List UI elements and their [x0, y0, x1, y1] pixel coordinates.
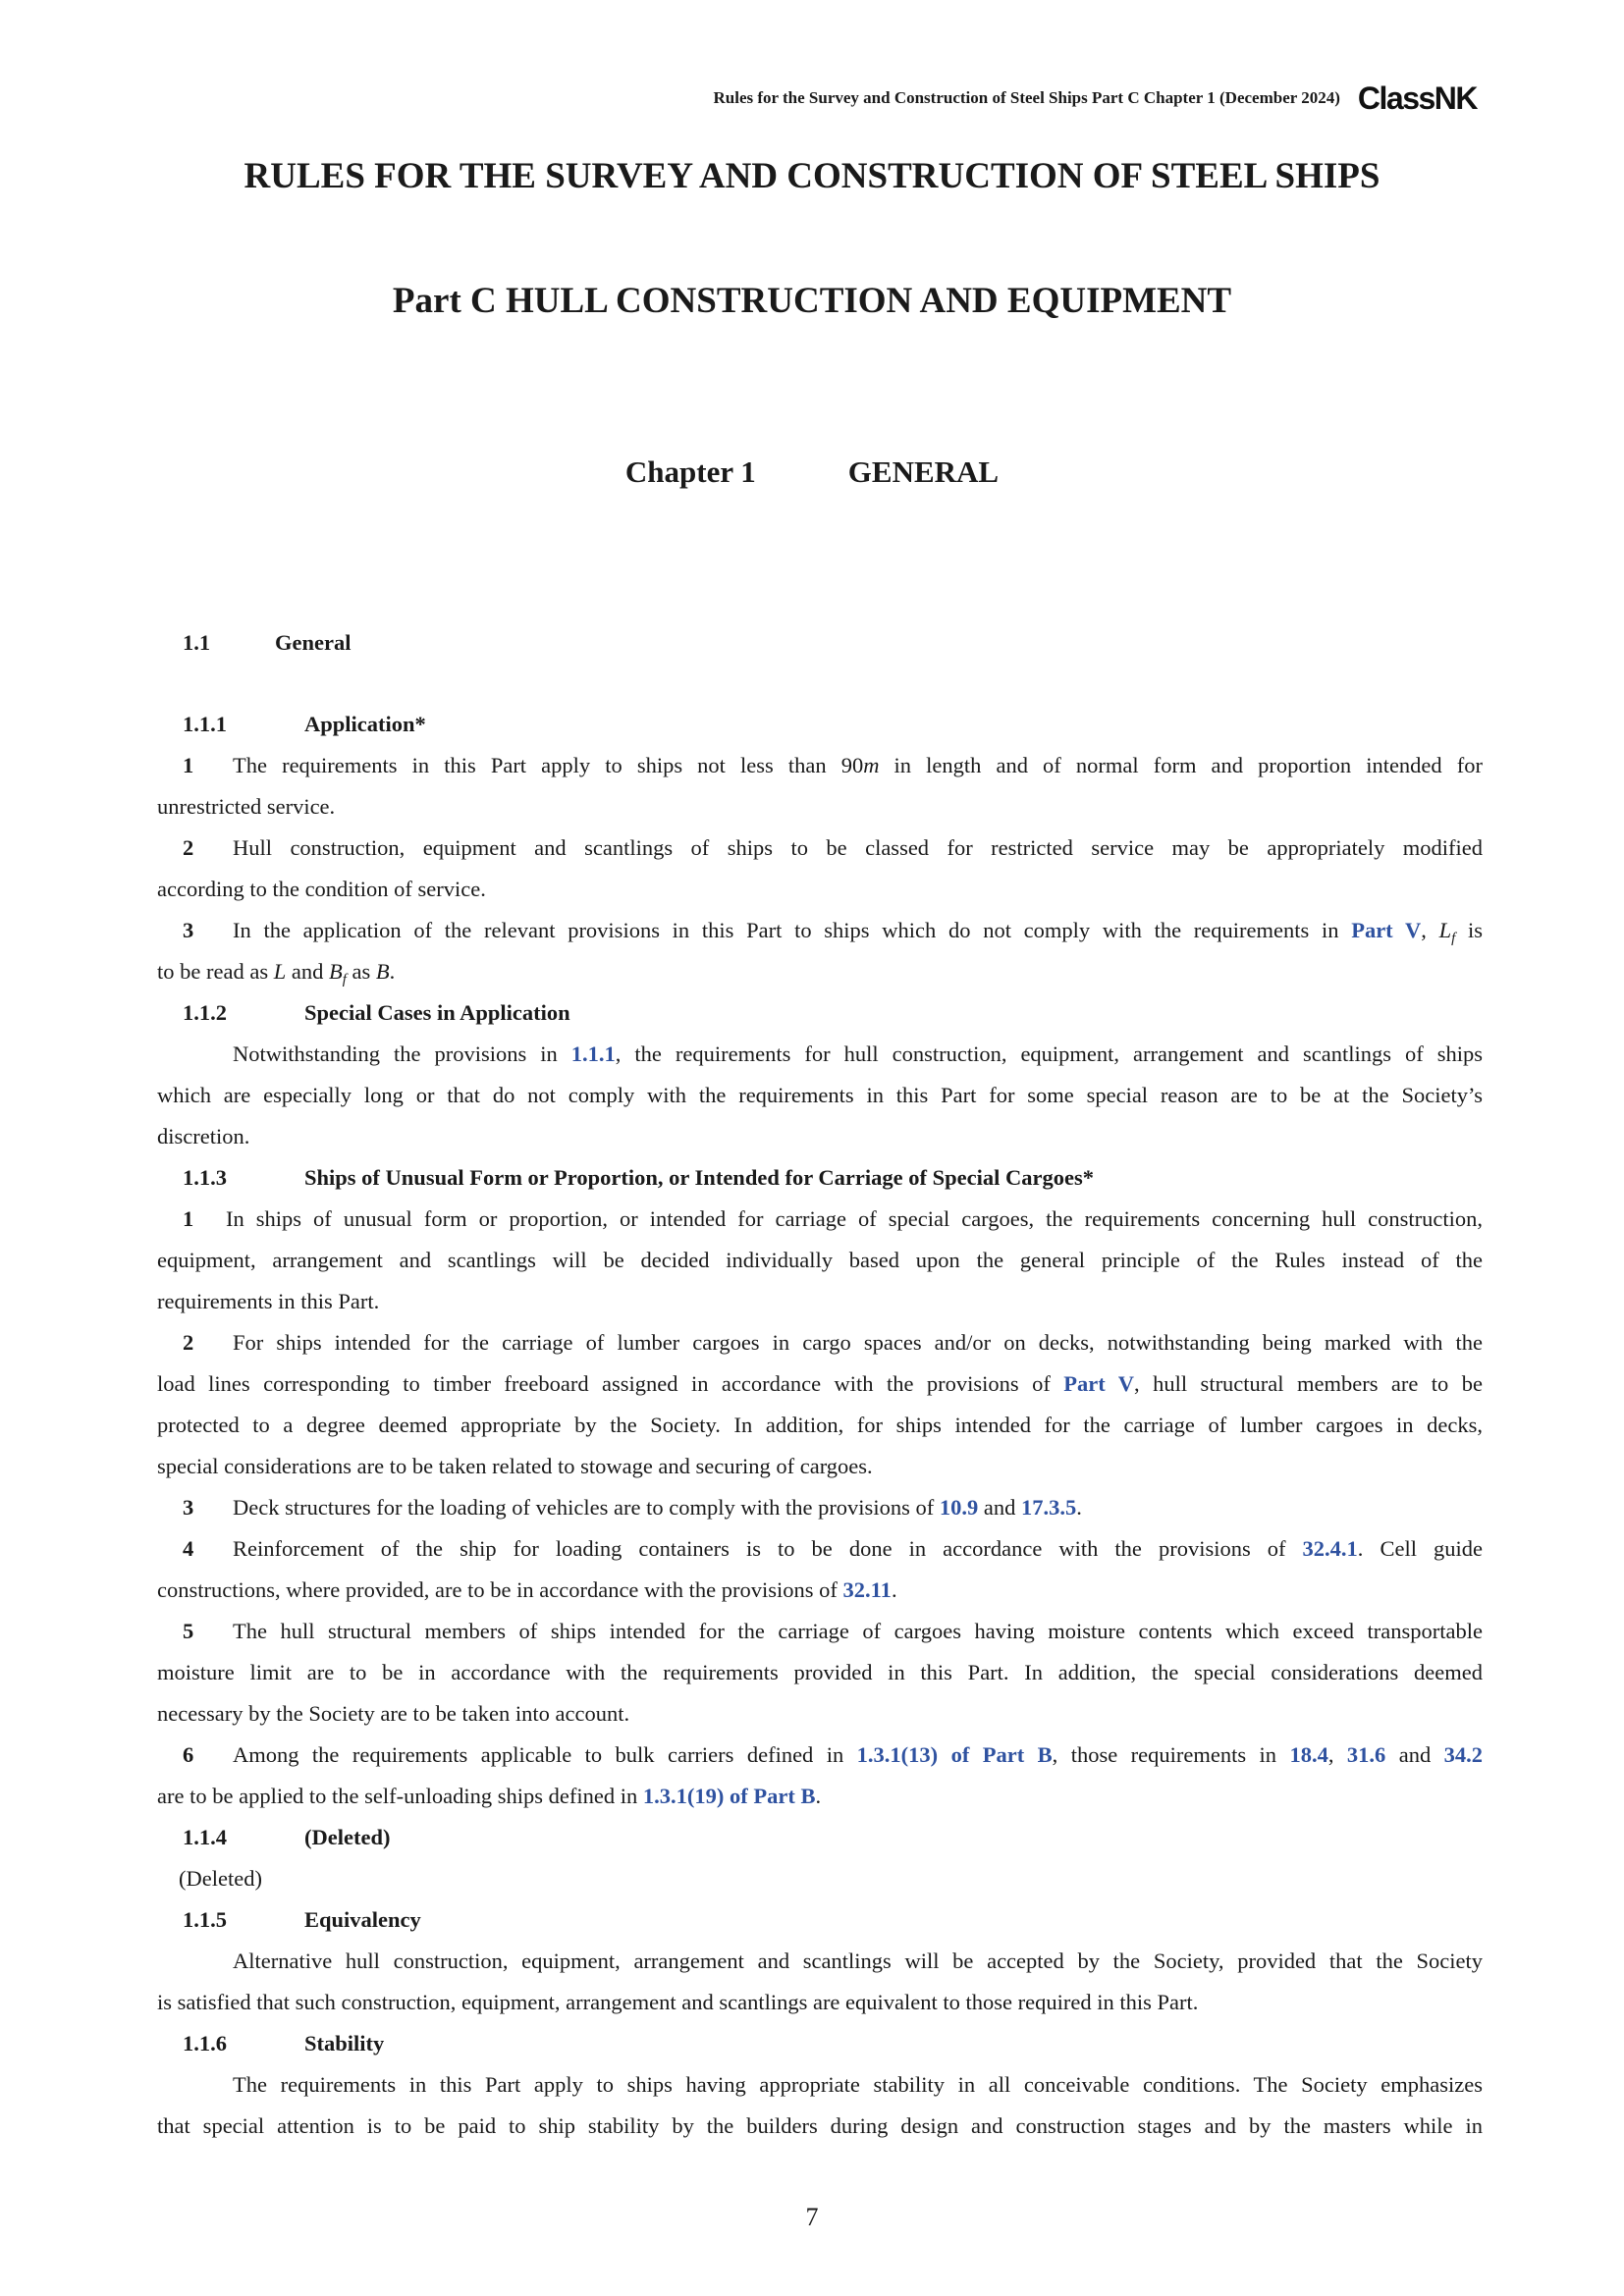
link-17-3-5[interactable]: 17.3.5	[1020, 1495, 1077, 1520]
chapter-title	[0, 454, 1624, 490]
paragraph-line: necessary by the Society are to be taken into account.	[157, 1701, 630, 1726]
paragraph-line: discretion.	[157, 1124, 250, 1148]
classnk-logo: ClassNK	[1357, 80, 1477, 116]
paragraph-line: 3 Deck structures for the loading of vehicles are to comply with the provisions of 10.9 and 17.3.5.	[183, 1495, 1082, 1520]
running-title: Rules for the Survey and Construction of Steel Ships Part C Chapter 1 (December 2024)	[713, 88, 1340, 107]
paragraph-line: 2 Hull construction, equipment and scantlings of ships to be classed for restricted service may be appropriately modified	[183, 835, 1483, 860]
paragraph-line: moisture limit are to be in accordance with the requirements provided in this Part. In addition, the special considerations deemed	[157, 1660, 1483, 1684]
paragraph-line: 2 For ships intended for the carriage of lumber cargoes in cargo spaces and/or on decks, notwithstanding being marked with the	[183, 1330, 1483, 1355]
link-18-4[interactable]: 18.4	[1289, 1742, 1328, 1767]
page-number: 7	[805, 2203, 819, 2231]
link-part-v[interactable]: Part V	[1351, 918, 1422, 942]
link-31-6[interactable]: 31.6	[1346, 1742, 1386, 1767]
section-1-1	[157, 622, 1483, 664]
paragraph-line: is satisfied that such construction, equipment, arrangement and scantlings are equivalent to those required in this Part.	[157, 1990, 1199, 2014]
subsection-heading-1-1-6: 1.1.6 Stability	[183, 2031, 385, 2056]
paragraph-line: equipment, arrangement and scantlings will be decided individually based upon the general principle of the Rules instead of the	[157, 1248, 1483, 1272]
part-title: Part C HULL CONSTRUCTION AND EQUIPMENT	[392, 281, 1232, 321]
subsection-heading-1-1-1: 1.1.1 Application*	[183, 712, 426, 736]
paragraph-line: The requirements in this Part apply to ships having appropriate stability in all conceivable conditions. The Society emphasizes	[233, 2072, 1483, 2097]
paragraph-line: Notwithstanding the provisions in 1.1.1, the requirements for hull construction, equipment, arrangement and scantlings of ships	[233, 1041, 1483, 1066]
chapter-name: GENERAL	[847, 454, 1000, 489]
link-10-9[interactable]: 10.9	[939, 1495, 979, 1520]
subsection-heading-1-1-3: 1.1.3 Ships of Unusual Form or Proportion, or Intended for Carriage of Special Cargoes*	[183, 1165, 1094, 1190]
link-34-2[interactable]: 34.2	[1443, 1742, 1483, 1767]
link-32-4-1[interactable]: 32.4.1	[1302, 1536, 1358, 1561]
paragraph-line: 4 Reinforcement of the ship for loading containers is to be done in accordance with the provisions of 32.4.1. Cell guide	[183, 1536, 1483, 1561]
chapter-label: Chapter 1	[624, 454, 756, 489]
subsection-heading-1-1-2: 1.1.2 Special Cases in Application	[183, 1000, 570, 1025]
link-1-1-1[interactable]: 1.1.1	[570, 1041, 616, 1066]
paragraph-line: special considerations are to be taken related to stowage and securing of cargoes.	[157, 1454, 873, 1478]
paragraph-line: that special attention is to be paid to ship stability by the builders during design and construction stages and by the masters while in	[157, 2113, 1483, 2138]
paragraph-line: 3 In the application of the relevant provisions in this Part to ships which do not comply with the requirements in Part V, $L_f$ is	[183, 918, 1484, 946]
paragraph-line: 6 Among the requirements applicable to bulk carriers defined in 1.3.1(13) of Part B, those requirements in 18.4, 31.6 and 34.2	[183, 1742, 1483, 1767]
link-part-v[interactable]: Part V	[1063, 1371, 1135, 1396]
paragraph-line: constructions, where provided, are to be in accordance with the provisions of 32.11.	[157, 1577, 897, 1602]
paragraph-line: 5 The hull structural members of ships intended for the carriage of cargoes having moisture contents which exceed transportable	[183, 1619, 1483, 1643]
subsection-heading-1-1-5: 1.1.5 Equivalency	[183, 1907, 421, 1932]
paragraph-line: according to the condition of service.	[157, 877, 486, 901]
paragraph-line: 1 In ships of unusual form or proportion, or intended for carriage of special cargoes, the requirements concerning hull construction,	[183, 1206, 1483, 1231]
link-32-11[interactable]: 32.11	[842, 1577, 892, 1602]
paragraph-line: which are especially long or that do not comply with the requirements in this Part for some special reason are to be at the Society’s	[157, 1083, 1483, 1107]
paragraph-line: to be read as L and $B_f$ as B.	[157, 959, 396, 988]
paragraph-line: unrestricted service.	[157, 794, 336, 819]
running-header	[713, 82, 1477, 114]
subsection-heading-1-1-4: 1.1.4 (Deleted)	[183, 1825, 391, 1849]
rules-title: RULES FOR THE SURVEY AND CONSTRUCTION OF STEEL SHIPS	[244, 156, 1380, 196]
paragraph-line: are to be applied to the self-unloading ships defined in 1.3.1(19) of Part B.	[157, 1784, 822, 1808]
paragraph-line: protected to a degree deemed appropriate by the Society. In addition, for ships intended for the carriage of lumber cargoes in decks,	[157, 1413, 1483, 1437]
link-1-3-1-19-part-b[interactable]: 1.3.1(19) of Part B	[642, 1784, 816, 1808]
paragraph-line: (Deleted)	[179, 1866, 262, 1891]
paragraph-line: load lines corresponding to timber freeboard assigned in accordance with the provisions of Part V, hull structural members are to be	[157, 1371, 1483, 1396]
paragraph-line: 1 The requirements in this Part apply to ships not less than 90m in length and of normal form and proportion intended for	[183, 753, 1483, 777]
paragraph-line: Alternative hull construction, equipment, arrangement and scantlings will be accepted by the Society, provided that the Society	[233, 1949, 1483, 1973]
link-1-3-1-13-part-b[interactable]: 1.3.1(13) of Part B	[856, 1742, 1053, 1767]
paragraph-line: requirements in this Part.	[157, 1289, 380, 1313]
section-body	[157, 704, 1483, 2147]
section-heading: 1.1 General	[183, 630, 352, 655]
